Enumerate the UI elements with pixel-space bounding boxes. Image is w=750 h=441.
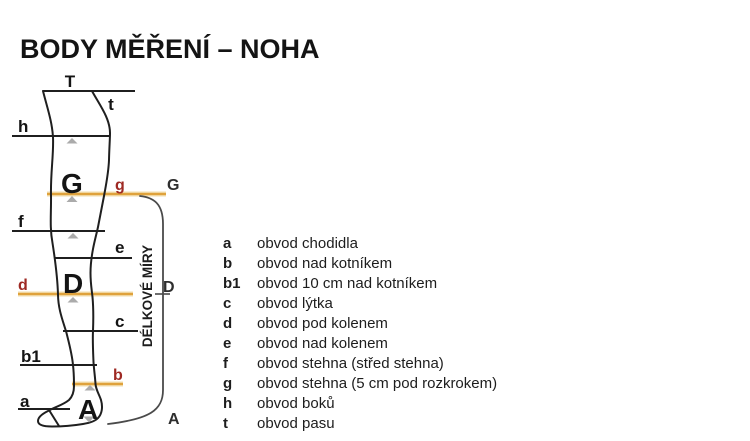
marker-triangle-f xyxy=(68,233,79,239)
legend-row xyxy=(223,313,497,333)
legend-key: a xyxy=(223,234,232,252)
legend-row xyxy=(223,273,497,293)
marker-triangle-hips xyxy=(67,138,78,144)
legend-label: obvod 10 cm nad kotníkem xyxy=(257,274,438,292)
legend-row xyxy=(223,393,497,413)
legend-key: b1 xyxy=(223,274,241,292)
point-label-t: t xyxy=(108,95,114,114)
point-label-b1: b1 xyxy=(21,347,41,366)
point-label-a: a xyxy=(20,392,30,411)
legend-key: e xyxy=(223,334,232,352)
bracket-label-g: G xyxy=(167,177,180,194)
bracket-label-a: A xyxy=(168,411,180,428)
legend-key: c xyxy=(223,294,232,312)
legend-label: obvod boků xyxy=(257,394,335,412)
legend-key: t xyxy=(223,414,228,432)
legend-key: h xyxy=(223,394,233,412)
point-label-c: c xyxy=(115,312,125,331)
legend-row xyxy=(223,233,497,253)
legend-row xyxy=(223,373,497,393)
zone-label-A: A xyxy=(78,394,99,425)
legend-key: f xyxy=(223,354,228,372)
legend-key: b xyxy=(223,254,233,272)
point-label-g: g xyxy=(115,177,125,194)
point-label-e: e xyxy=(115,238,125,257)
legend-label: obvod lýtka xyxy=(257,294,333,312)
leg-diagram xyxy=(0,0,210,441)
legend-label: obvod stehna (5 cm pod rozkrokem) xyxy=(257,374,498,392)
bracket-label-d: D xyxy=(163,279,175,296)
legend-row xyxy=(223,413,497,433)
sock-toe-line xyxy=(49,410,59,426)
legend-label: obvod pod kolenem xyxy=(257,314,388,332)
legend-label: obvod pasu xyxy=(257,414,335,432)
legend-key: g xyxy=(223,374,233,392)
legend-row xyxy=(223,353,497,373)
legend xyxy=(223,233,497,433)
legend-label: obvod stehna (střed stehna) xyxy=(257,354,444,372)
point-label-T: T xyxy=(64,72,76,91)
page-title: BODY MĚŘENÍ – NOHA xyxy=(20,34,320,65)
point-label-d: d xyxy=(18,277,28,294)
zone-label-D: D xyxy=(63,268,84,299)
bracket-title: DÉLKOVÉ MÍRY xyxy=(140,244,155,348)
legend-row xyxy=(223,293,497,313)
point-label-b: b xyxy=(113,367,123,384)
legend-label: obvod chodidla xyxy=(257,234,358,252)
point-label-h: h xyxy=(18,117,29,136)
legend-label: obvod nad kolenem xyxy=(257,334,388,352)
zone-label-G: G xyxy=(61,168,83,199)
point-label-f: f xyxy=(18,212,24,231)
legend-row xyxy=(223,333,497,353)
legend-key: d xyxy=(223,314,233,332)
legend-row xyxy=(223,253,497,273)
legend-label: obvod nad kotníkem xyxy=(257,254,393,272)
